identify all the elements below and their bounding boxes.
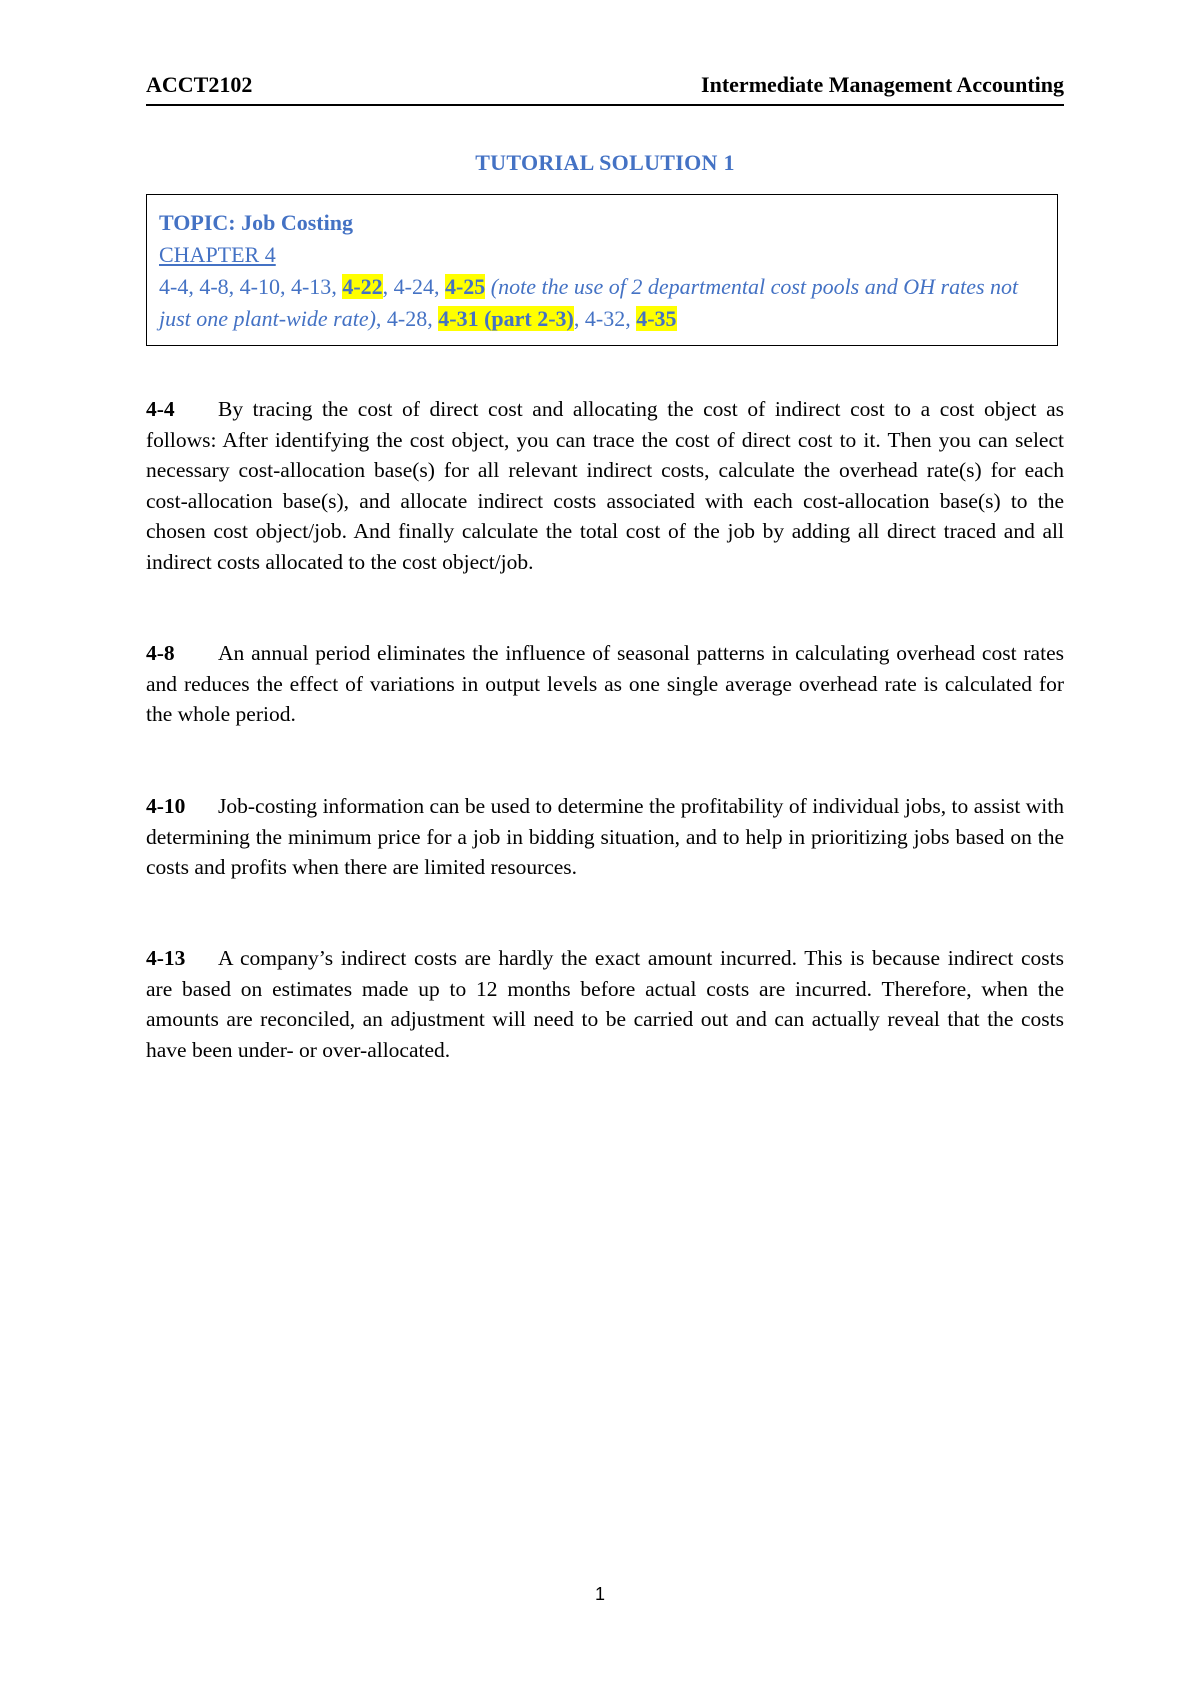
question-ref: 4-4 bbox=[159, 274, 189, 299]
question-ref: 4-10 bbox=[239, 274, 280, 299]
topic-box bbox=[146, 194, 1058, 346]
topic-label: TOPIC: Job Costing bbox=[159, 210, 353, 235]
answer-block bbox=[146, 394, 1064, 577]
document-title: TUTORIAL SOLUTION 1 bbox=[475, 150, 735, 175]
question-ref: 4-28 bbox=[386, 306, 428, 331]
question-ref: 4-24 bbox=[393, 274, 434, 299]
answer-text: Job-costing information can be used to determine the profitability of individual jobs, to assist with determining the minimum price for a job in bidding situation, and to help in prioritizing jobs based on the costs and profits when there are limited resources. bbox=[146, 794, 1064, 879]
question-ref-highlighted: 4-35 bbox=[636, 306, 677, 331]
course-name: Intermediate Management Accounting bbox=[701, 72, 1064, 97]
chapter-line bbox=[159, 239, 1047, 271]
chapter-link[interactable]: CHAPTER 4 bbox=[159, 242, 276, 267]
answer-number: 4-10 bbox=[146, 794, 186, 818]
question-ref-highlighted: 4-22 bbox=[342, 274, 383, 299]
question-ref: 4-13 bbox=[290, 274, 332, 299]
answer-number: 4-8 bbox=[146, 641, 175, 665]
answer-text: By tracing the cost of direct cost and allocating the cost of indirect cost to a cost object as follows: After identifying the cost object, you can trace the cost of direct cost to it. Then you can select necessary cost-allocation base(s) for all relevant indirect costs, calculate the overhead rate(s) for each cost-allocation base(s), and allocate indirect costs associated with each cost-allocation base(s) to the chosen cost object/job. And finally calculate the total cost of the job by adding all direct traced and all indirect costs allocated to the cost object/job. bbox=[146, 397, 1064, 574]
answer-block bbox=[146, 638, 1064, 730]
answer-number: 4-13 bbox=[146, 946, 186, 970]
answer-text: An annual period eliminates the influence of seasonal patterns in calculating overhead cost rates and reduces the effect of variations in output levels as one single average overhead rate is calculated for the whole period. bbox=[146, 641, 1064, 726]
question-note: (note the use of 2 departmental cost pools and OH rates not just one plant-wide rate) bbox=[159, 274, 1019, 331]
course-code: ACCT2102 bbox=[146, 72, 253, 97]
page-header bbox=[146, 72, 1064, 106]
question-list: 4-4, 4-8, 4-10, 4-13, 4-22, 4-24, 4-25 (note the use of 2 departmental cost pools and OH rates not just one plant-wide rate), 4-28, 4-31 (part 2-3), 4-32, 4-35 bbox=[159, 274, 1019, 331]
answer-number: 4-4 bbox=[146, 397, 175, 421]
question-ref: 4-8 bbox=[199, 274, 229, 299]
page-number: 1 bbox=[594, 1584, 605, 1604]
answer-block bbox=[146, 943, 1064, 1065]
question-ref-highlighted: 4-25 bbox=[444, 274, 486, 299]
answer-block bbox=[146, 791, 1064, 883]
question-ref: 4-32 bbox=[584, 306, 626, 331]
answer-text: A company’s indirect costs are hardly the exact amount incurred. This is because indirect costs are based on estimates made up to 12 months before actual costs are incurred. Therefore, when the amounts are reconciled, an adjustment will need to be carried out and can actually reveal that the costs have been under- or over-allocated. bbox=[146, 946, 1064, 1062]
question-ref-highlighted: 4-31 (part 2-3) bbox=[438, 306, 574, 331]
